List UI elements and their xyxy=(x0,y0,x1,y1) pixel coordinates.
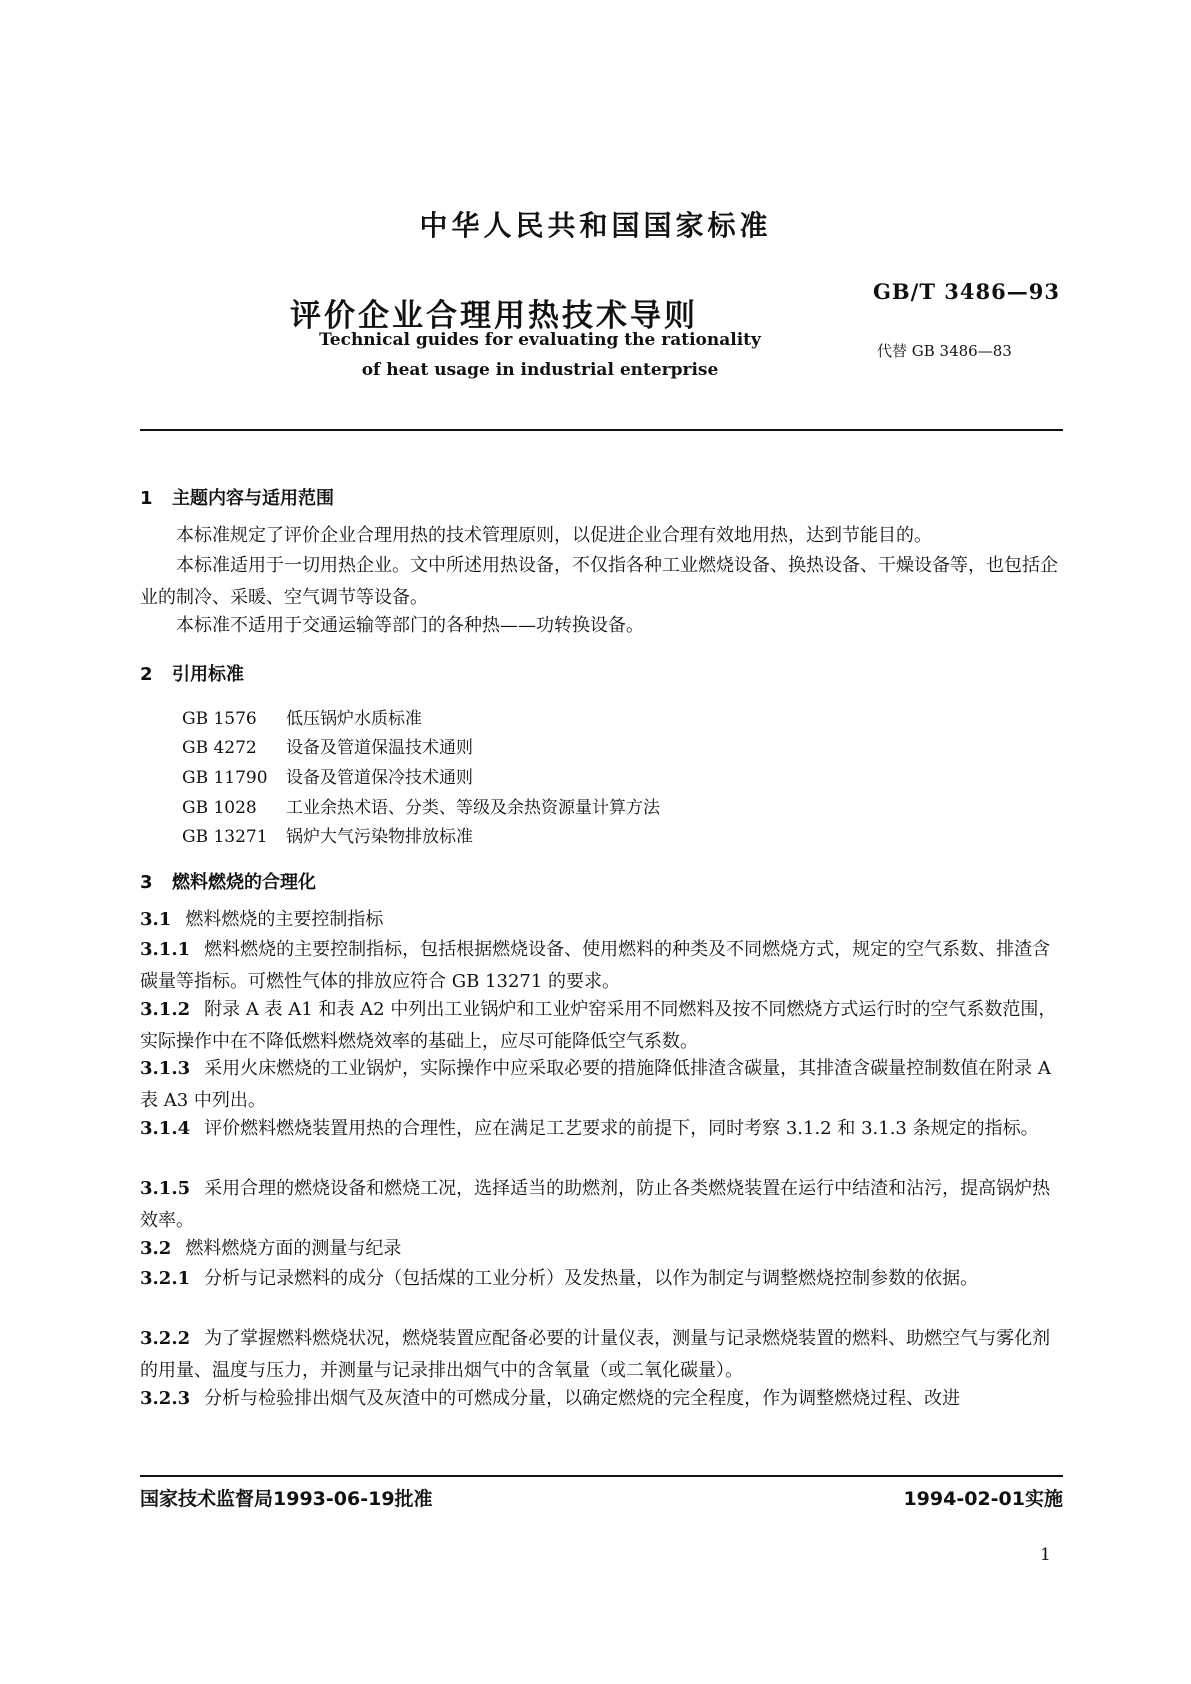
section-3-heading xyxy=(140,868,316,894)
section-1-paragraph-2: 本标准适用于一切用热企业。文中所述用热设备，不仅指各种工业燃烧设备、换热设备、干燥设备等，也包括企业的制冷、采暖、空气调节等设备。 xyxy=(140,555,1058,608)
reference-code: GB 1576 xyxy=(182,709,257,729)
page-number: 1 xyxy=(1040,1545,1051,1565)
section-number: 3 xyxy=(140,872,153,893)
clause-3-1 xyxy=(140,904,1063,936)
clause-text: 为了掌握燃料燃烧状况，燃烧装置应配备必要的计量仪表，测量与记录燃烧装置的燃料、助燃空气与雾化剂的用量、温度与压力，并测量与记录排出烟气中的含氧量（或二氧化碳量）。 xyxy=(140,1328,1051,1381)
reference-item xyxy=(182,704,422,729)
reference-code: GB 1028 xyxy=(182,798,257,818)
clause-3-2 xyxy=(140,1233,1063,1265)
clause-text: 燃料燃烧方面的测量与纪录 xyxy=(185,1238,402,1259)
footer-rule xyxy=(140,1475,1063,1477)
clause-text: 燃料燃烧的主要控制指标 xyxy=(185,909,384,930)
clause-3-1-2 xyxy=(140,994,1063,1058)
document-title: 评价企业合理用热技术导则 xyxy=(290,298,698,334)
reference-code: GB 4272 xyxy=(182,738,257,758)
reference-item xyxy=(182,763,473,788)
clause-text: 采用火床燃烧的工业锅炉，实际操作中应采取必要的措施降低排渣含碳量，其排渣含碳量控制数值在附录 A 表 A3 中列出。 xyxy=(140,1058,1051,1111)
reference-item xyxy=(182,793,660,818)
section-1-paragraph-3: 本标准不适用于交通运输等部门的各种热——功转换设备。 xyxy=(176,615,644,636)
clause-number: 3.1.4 xyxy=(140,1118,191,1139)
clause-number: 3.1 xyxy=(140,909,172,930)
clause-3-1-4 xyxy=(140,1113,1063,1145)
reference-code: GB 13271 xyxy=(182,827,268,847)
clause-number: 3.1.1 xyxy=(140,939,191,960)
clause-3-2-1 xyxy=(140,1263,1063,1295)
replaces-standard: 代替 GB 3486—83 xyxy=(877,342,1012,360)
reference-name: 设备及管道保温技术通则 xyxy=(286,738,473,758)
reference-item xyxy=(182,822,473,847)
section-2-heading xyxy=(140,660,244,686)
reference-item xyxy=(182,733,473,758)
clause-3-2-3 xyxy=(140,1383,1063,1415)
national-standard-heading: 中华人民共和国国家标准 xyxy=(419,209,772,242)
clause-text: 附录 A 表 A1 和表 A2 中列出工业锅炉和工业炉窑采用不同燃料及按不同燃烧方式运行时的空气系数范围，实际操作中在不降低燃料燃烧效率的基础上，应尽可能降低空气系数。 xyxy=(140,999,1057,1052)
section-1-heading xyxy=(140,484,334,510)
english-title-line-2: of heat usage in industrial enterprise xyxy=(361,360,719,380)
reference-name: 锅炉大气污染物排放标准 xyxy=(286,827,473,847)
section-title: 燃料燃烧的合理化 xyxy=(172,872,316,893)
clause-number: 3.1.3 xyxy=(140,1058,191,1079)
clause-text: 分析与检验排出烟气及灰渣中的可燃成分量，以确定燃烧的完全程度，作为调整燃烧过程、改进 xyxy=(204,1388,961,1409)
effective-date: 1994-02-01实施 xyxy=(903,1488,1063,1510)
clause-3-1-1 xyxy=(140,934,1063,998)
clause-3-1-3 xyxy=(140,1053,1063,1117)
reference-name: 工业余热术语、分类、等级及余热资源量计算方法 xyxy=(286,798,660,818)
clause-text: 分析与记录燃料的成分（包括煤的工业分析）及发热量，以作为制定与调整燃烧控制参数的依据。 xyxy=(204,1268,979,1289)
header-rule xyxy=(140,429,1063,431)
section-number: 2 xyxy=(140,664,153,685)
clause-3-1-5 xyxy=(140,1173,1063,1237)
section-title: 主题内容与适用范围 xyxy=(172,488,334,509)
clause-number: 3.2 xyxy=(140,1238,172,1259)
reference-name: 低压锅炉水质标准 xyxy=(286,709,422,729)
standard-code: GB/T 3486—93 xyxy=(873,279,1060,304)
section-title: 引用标准 xyxy=(172,664,244,685)
clause-number: 3.1.2 xyxy=(140,999,191,1020)
clause-3-2-2 xyxy=(140,1323,1063,1387)
reference-code: GB 11790 xyxy=(182,768,268,788)
approval-note: 国家技术监督局1993-06-19批准 xyxy=(140,1488,433,1510)
section-1-paragraph-1: 本标准规定了评价企业合理用热的技术管理原则，以促进企业合理有效地用热，达到节能目的。 xyxy=(176,525,932,546)
clause-text: 评价燃料燃烧装置用热的合理性，应在满足工艺要求的前提下，同时考察 3.1.2 和 3.1.3 条规定的指标。 xyxy=(204,1118,1039,1139)
clause-text: 采用合理的燃烧设备和燃烧工况，选择适当的助燃剂，防止各类燃烧装置在运行中结渣和沾污，提高锅炉热效率。 xyxy=(140,1178,1051,1231)
english-title-line-1: Technical guides for evaluating the rationality xyxy=(319,330,761,350)
clause-number: 3.2.1 xyxy=(140,1268,191,1289)
clause-number: 3.2.3 xyxy=(140,1388,191,1409)
clause-number: 3.1.5 xyxy=(140,1178,191,1199)
reference-name: 设备及管道保冷技术通则 xyxy=(286,768,473,788)
section-number: 1 xyxy=(140,488,153,509)
clause-number: 3.2.2 xyxy=(140,1328,191,1349)
clause-text: 燃料燃烧的主要控制指标，包括根据燃烧设备、使用燃料的种类及不同燃烧方式，规定的空气系数、排渣含碳量等指标。可燃性气体的排放应符合 GB 13271 的要求。 xyxy=(140,939,1051,992)
